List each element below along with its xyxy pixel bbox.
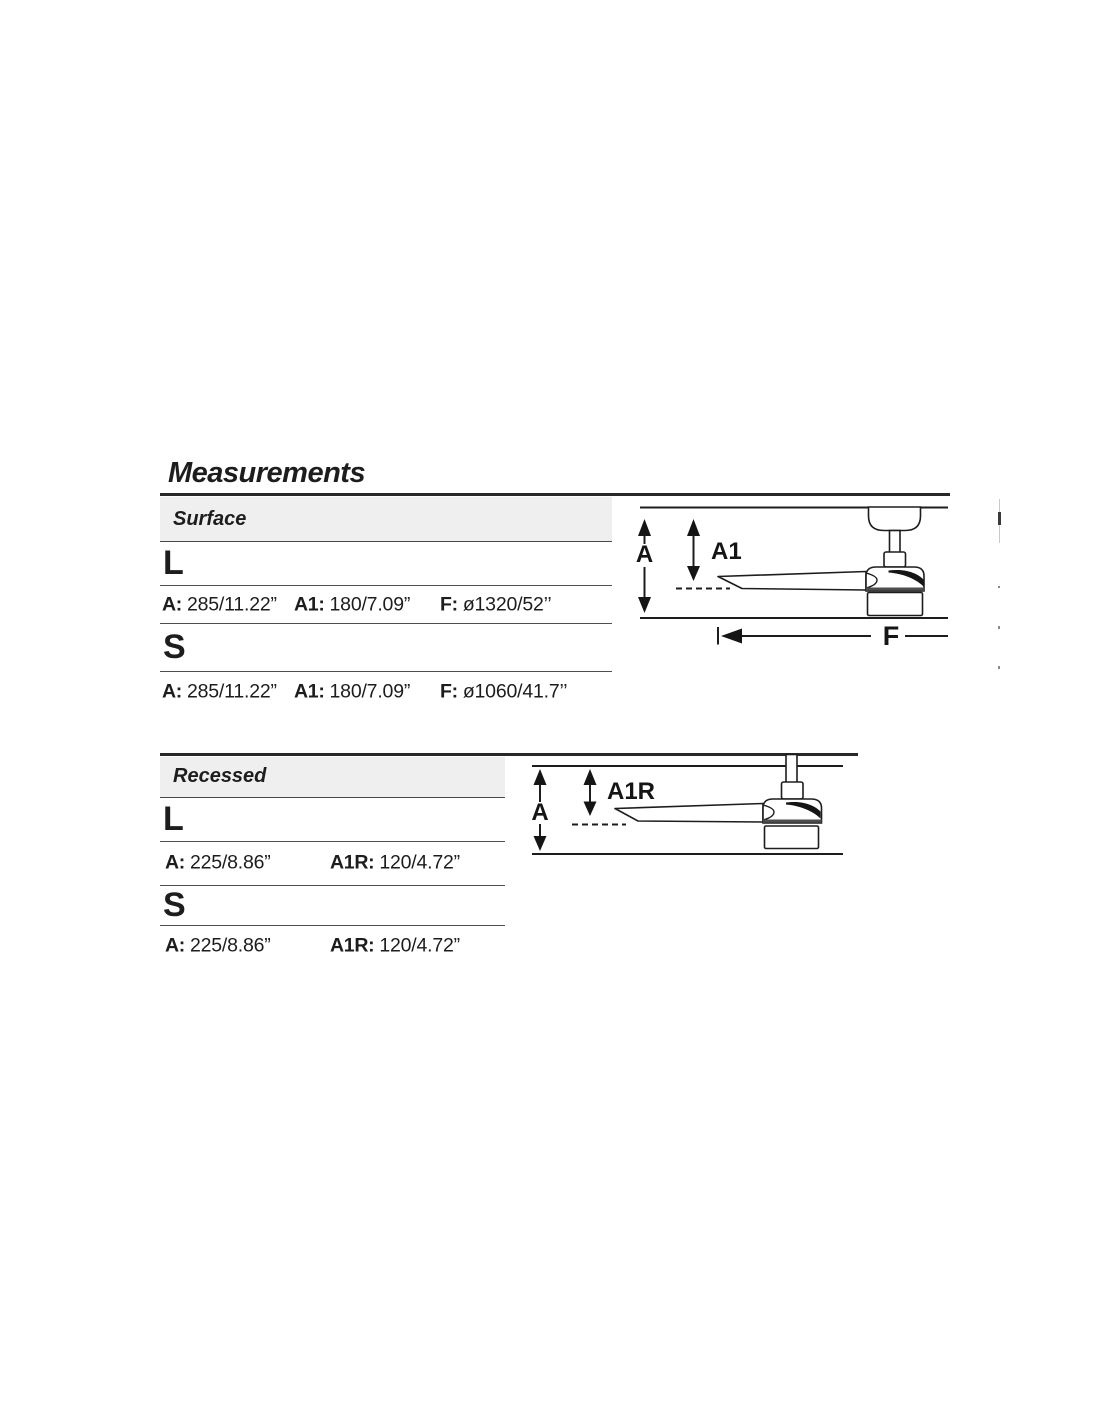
dimension-arrow-a (636, 519, 653, 613)
recessed-table-header (160, 757, 505, 798)
spec-a1r: A1R: 120/4.72” (330, 934, 460, 956)
dimension-label-a1r: A1R (607, 778, 656, 805)
dimension-label-f: F (882, 621, 900, 651)
rod-coupler (782, 782, 804, 799)
light-kit-box (765, 826, 819, 849)
spec-a1r: A1R: 120/4.72” (330, 851, 460, 874)
spec-a: A: 225/8.86” (165, 934, 271, 956)
size-label-s: S (163, 628, 185, 666)
canopy (869, 507, 921, 531)
cropped-text-artifact (998, 512, 1001, 525)
recessed-rod (786, 755, 797, 783)
recessed-specs-s (160, 926, 505, 966)
size-label-l: L (163, 799, 183, 838)
surface-table (160, 497, 612, 712)
recessed-table (160, 757, 505, 966)
size-label-l: L (163, 544, 183, 582)
fan-blade (615, 804, 763, 823)
surface-header-label: Surface (173, 507, 247, 530)
light-kit-box (868, 593, 923, 616)
spec-a: A: 285/11.22” (162, 680, 277, 703)
cropped-text-artifact (998, 666, 1001, 669)
recessed-row-size-l (160, 798, 505, 842)
dimension-label-a1: A1 (711, 538, 742, 565)
dimension-label-a: A (531, 799, 549, 826)
downrod (890, 531, 901, 553)
page-title: Measurements (168, 457, 366, 489)
surface-row-size-s (160, 624, 612, 672)
dimension-label-a: A (635, 541, 654, 568)
recessed-row-size-s (160, 886, 505, 926)
recessed-header-label: Recessed (173, 765, 267, 788)
surface-specs-s (160, 672, 612, 712)
surface-row-size-l (160, 542, 612, 586)
recessed-mount-diagram (525, 750, 875, 862)
rod-coupler (884, 552, 906, 567)
surface-table-header (160, 497, 612, 542)
spec-a: A: 225/8.86” (165, 851, 271, 874)
spec-f: F: ø1060/41.7’’ (440, 680, 568, 703)
dimension-arrow-f (718, 621, 948, 651)
motor-bottom-band (763, 820, 822, 823)
cropped-text-artifact (998, 626, 1001, 629)
surface-mount-diagram (630, 485, 960, 663)
recessed-specs-l (160, 842, 505, 886)
size-label-s: S (163, 885, 185, 924)
cropped-text-artifact (998, 586, 1001, 589)
spec-a1: A1: 180/7.09” (294, 680, 411, 703)
fan-blade (718, 572, 866, 591)
dimension-arrow-a1 (687, 519, 742, 581)
dimension-arrow-a (531, 769, 548, 851)
surface-specs-l (160, 586, 612, 624)
spec-a1: A1: 180/7.09” (294, 593, 411, 615)
spec-a: A: 285/11.22” (162, 593, 277, 615)
spec-f: F: ø1320/52’’ (440, 593, 552, 615)
motor-bottom-band (866, 588, 924, 591)
